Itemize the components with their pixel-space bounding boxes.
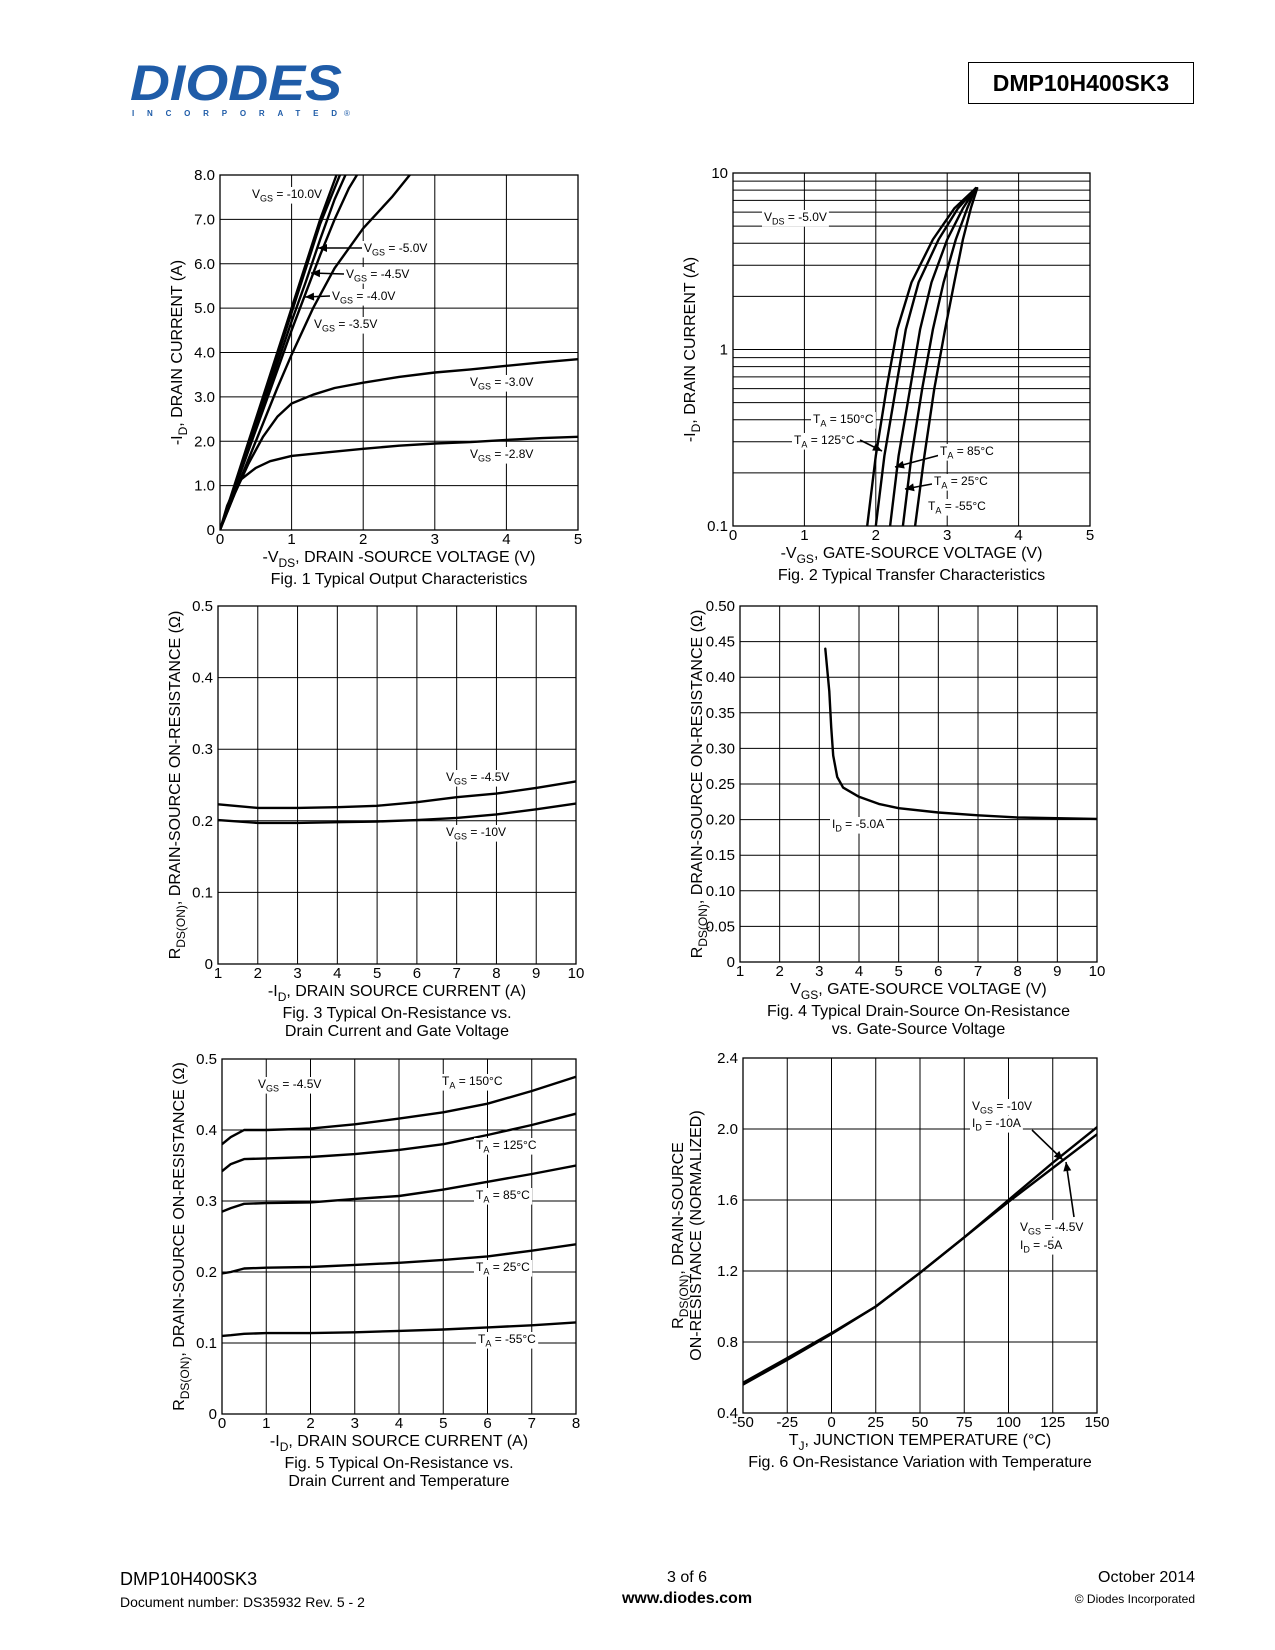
y-tick-label: 4.0 <box>194 344 215 362</box>
fig6-ylabel: ON-RESISTANCE (NORMALIZED) <box>688 1110 705 1361</box>
y-tick-label: 1.0 <box>194 477 215 495</box>
y-tick-label: 3.0 <box>194 388 215 406</box>
x-tick-label: 75 <box>955 1414 973 1431</box>
annotation: $V_{DS} = -5.0V$ <box>764 210 827 227</box>
x-tick-label: 2 <box>871 527 880 544</box>
x-tick-label: 4 <box>1014 527 1023 544</box>
fig6-xlabel: $T_J$, JUNCTION TEMPERATURE (°C) <box>788 1432 1052 1453</box>
fig2-chart <box>682 165 1094 584</box>
series-line <box>218 781 576 808</box>
fig6-caption: Fig. 6 On-Resistance Variation with Temperature <box>748 1454 1092 1471</box>
y-tick-label: 0.25 <box>705 776 735 793</box>
x-tick-label: 1 <box>287 531 296 548</box>
y-tick-label: 2.0 <box>194 433 215 451</box>
footer-document-number: Document number: DS35932 Rev. 5 - 2 <box>120 1594 365 1610</box>
y-tick-label: 6.0 <box>194 255 215 273</box>
x-tick-label: -25 <box>776 1414 799 1431</box>
x-tick-label: 4 <box>854 963 864 980</box>
x-tick-label: 0 <box>215 531 225 548</box>
annotation: $V_{GS} = -10V$ <box>972 1099 1033 1116</box>
footer-copyright: © Diodes Incorporated <box>1074 1592 1195 1606</box>
y-tick-label: 0.8 <box>717 1334 738 1351</box>
x-tick-label: 3 <box>430 531 439 548</box>
annotation: $T_A = 85^\circ C$ <box>476 1188 530 1205</box>
fig1-xlabel: $-V_{DS}$, DRAIN -SOURCE VOLTAGE (V) <box>262 549 536 570</box>
y-tick-label: 0 <box>206 522 215 539</box>
fig4-chart <box>689 598 1105 1038</box>
logo-subtext: INCORPORATED <box>132 109 337 118</box>
fig5-grid <box>222 1059 576 1414</box>
y-tick-label: 0.35 <box>705 704 735 722</box>
annotation: $T_A = 125^\circ C$ <box>476 1138 537 1155</box>
series-line <box>220 171 413 530</box>
fig1-grid <box>220 175 578 530</box>
annotation: $V_{GS} = -4.5V$ <box>346 267 410 284</box>
x-tick-label: 5 <box>372 965 382 982</box>
annotation: $I_D = -5A$ <box>1020 1238 1063 1255</box>
fig3-caption: Drain Current and Gate Voltage <box>284 1023 510 1040</box>
y-tick-label: 0.2 <box>196 1264 217 1281</box>
x-tick-label: 7 <box>973 963 983 980</box>
x-tick-label: 5 <box>573 531 583 548</box>
fig1-chart <box>169 167 582 588</box>
x-tick-label: 5 <box>894 963 903 980</box>
y-tick-label: 0 <box>208 1406 217 1423</box>
annotation: $T_A = 25^\circ C$ <box>476 1260 530 1277</box>
x-tick-label: 1 <box>213 965 223 982</box>
part-number-box: DMP10H400SK3 <box>968 62 1194 104</box>
y-tick-label: 0.2 <box>192 812 213 830</box>
x-tick-label: 1 <box>800 527 809 544</box>
y-tick-label: 0.45 <box>705 633 735 651</box>
x-tick-label: 1 <box>262 1415 271 1432</box>
annotation: $V_{GS} = -4.5V$ <box>258 1077 322 1094</box>
x-tick-label: 6 <box>412 965 422 982</box>
x-tick-label: 4 <box>502 531 511 548</box>
fig4-ylabel: $R_{DS(ON)}$, DRAIN-SOURCE ON-RESISTANCE (Ω) <box>689 609 710 959</box>
y-tick-label: 0 <box>204 956 213 973</box>
x-tick-label: 4 <box>394 1415 404 1432</box>
y-tick-label: 0.3 <box>192 741 213 759</box>
fig6-chart <box>670 1050 1110 1471</box>
fig6-ylabel: $R_{DS(ON)}$, DRAIN-SOURCE <box>670 1142 691 1329</box>
x-tick-label: 6 <box>934 963 943 980</box>
fig4-caption: Fig. 4 Typical Drain-Source On-Resistance <box>767 1003 1070 1020</box>
y-tick-label: 1.6 <box>717 1192 738 1209</box>
fig1-ylabel: $-I_D$, DRAIN CURRENT (A) <box>169 259 190 446</box>
fig3-grid <box>218 606 576 964</box>
fig5-caption: Fig. 5 Typical On-Resistance vs. <box>284 1455 514 1472</box>
footer-left <box>120 1569 365 1610</box>
y-tick-label: 2.0 <box>717 1121 738 1138</box>
y-tick-label: 0.15 <box>705 847 735 865</box>
y-tick-label: 0.4 <box>717 1405 738 1422</box>
y-tick-label: 0.3 <box>196 1193 217 1210</box>
fig5-chart <box>171 1051 580 1490</box>
fig1-caption: Fig. 1 Typical Output Characteristics <box>270 571 528 588</box>
y-tick-label: 0.1 <box>707 518 728 535</box>
x-tick-label: 125 <box>1040 1414 1066 1431</box>
series-line <box>825 649 1097 819</box>
footer-date: October 2014 <box>1098 1569 1195 1586</box>
x-tick-label: 0 <box>728 527 738 544</box>
footer-center <box>537 1569 837 1608</box>
y-tick-label: 1.2 <box>717 1263 738 1280</box>
x-tick-label: 50 <box>911 1414 929 1431</box>
fig4-caption: vs. Gate-Source Voltage <box>831 1021 1006 1038</box>
y-tick-label: 2.4 <box>717 1050 738 1067</box>
annotation: $T_A = 150^\circ C$ <box>442 1074 503 1091</box>
annotation: $I_D = -5.0A$ <box>832 817 885 834</box>
x-tick-label: 2 <box>775 963 784 980</box>
y-tick-label: 0.1 <box>196 1335 217 1352</box>
annotation: $V_{GS} = -4.0V$ <box>332 289 396 306</box>
y-tick-label: 8.0 <box>194 167 215 184</box>
x-tick-label: 0 <box>217 1415 227 1432</box>
y-tick-label: 0.05 <box>705 918 735 936</box>
x-tick-label: 25 <box>867 1414 885 1431</box>
fig2-ylabel: $-I_D$, DRAIN CURRENT (A) <box>682 256 703 443</box>
x-tick-label: 150 <box>1084 1414 1110 1431</box>
y-tick-label: 0.10 <box>705 882 735 900</box>
annotation: $V_{GS} = -5.0V$ <box>364 241 428 258</box>
series-line <box>218 804 576 823</box>
annotation: $T_A = 125^\circ C$ <box>794 433 855 450</box>
y-tick-label: 0.20 <box>705 811 735 829</box>
annotation: $V_{GS} = -2.8V$ <box>470 447 534 464</box>
y-tick-label: 0 <box>726 954 735 971</box>
fig3-caption: Fig. 3 Typical On-Resistance vs. <box>282 1005 512 1022</box>
x-tick-label: 8 <box>571 1415 581 1432</box>
x-tick-label: -50 <box>732 1414 754 1431</box>
annotation: $V_{GS} = -4.5V$ <box>1020 1220 1084 1237</box>
fig5-xlabel: $-I_D$, DRAIN SOURCE CURRENT (A) <box>269 1433 529 1454</box>
x-tick-label: 9 <box>1053 963 1062 980</box>
x-tick-label: 9 <box>532 965 541 982</box>
x-tick-label: 10 <box>1088 963 1106 980</box>
x-tick-label: 2 <box>306 1415 315 1432</box>
x-tick-label: 5 <box>439 1415 448 1432</box>
fig3-ylabel: $R_{DS(ON)}$, DRAIN-SOURCE ON-RESISTANCE (Ω) <box>167 610 188 960</box>
x-tick-label: 7 <box>452 965 461 982</box>
fig4-grid <box>740 606 1097 962</box>
x-tick-label: 7 <box>527 1415 536 1432</box>
x-tick-label: 100 <box>995 1414 1022 1431</box>
annotation: $T_A = -55^\circ C$ <box>928 499 986 516</box>
fig2-caption: Fig. 2 Typical Transfer Characteristics <box>777 567 1046 584</box>
footer-right <box>1075 1569 1195 1606</box>
footer-page: 3 of 6 <box>666 1569 708 1586</box>
x-tick-label: 5 <box>1085 527 1095 544</box>
annotation: $T_A = 85^\circ C$ <box>940 444 994 461</box>
x-tick-label: 10 <box>567 965 585 982</box>
annotation: $V_{GS} = -10V$ <box>446 825 507 842</box>
x-tick-label: 3 <box>350 1415 359 1432</box>
svg-text:®: ® <box>344 109 350 118</box>
y-tick-label: 0.5 <box>192 598 213 615</box>
annotation: $V_{GS} = -10.0V$ <box>252 187 323 204</box>
y-tick-label: 0.4 <box>196 1122 217 1139</box>
y-tick-label: 0.30 <box>705 740 735 758</box>
y-tick-label: 0.50 <box>705 598 735 615</box>
x-tick-label: 0 <box>827 1414 836 1431</box>
fig5-caption: Drain Current and Temperature <box>288 1473 510 1490</box>
x-tick-label: 2 <box>253 965 262 982</box>
arrow-head <box>1063 1162 1071 1171</box>
annotation: $T_A = -55^\circ C$ <box>478 1332 536 1349</box>
x-tick-label: 2 <box>359 531 368 548</box>
y-tick-label: 1 <box>719 341 728 359</box>
fig4-xlabel: $V_{GS}$, GATE-SOURCE VOLTAGE (V) <box>790 981 1047 1002</box>
annotation: $V_{GS} = -3.0V$ <box>470 375 534 392</box>
fig3-xlabel: $-I_D$, DRAIN SOURCE CURRENT (A) <box>267 983 527 1004</box>
x-tick-label: 3 <box>293 965 302 982</box>
x-tick-label: 3 <box>943 527 952 544</box>
x-tick-label: 8 <box>492 965 501 982</box>
fig3-frame <box>218 606 576 964</box>
y-tick-label: 0.4 <box>192 669 213 687</box>
x-tick-label: 3 <box>815 963 824 980</box>
annotation: $T_A = 25^\circ C$ <box>934 474 988 491</box>
annotation: $V_{GS} = -4.5V$ <box>446 770 510 787</box>
y-tick-label: 0.1 <box>192 884 213 902</box>
annotation: $V_{GS} = -3.5V$ <box>314 317 378 334</box>
x-tick-label: 8 <box>1013 963 1022 980</box>
y-tick-label: 7.0 <box>194 211 215 229</box>
y-tick-label: 0.40 <box>705 669 735 687</box>
annotation: $I_D = -10A$ <box>972 1116 1021 1133</box>
x-tick-label: 6 <box>483 1415 492 1432</box>
y-tick-label: 0.5 <box>196 1051 217 1068</box>
footer-website[interactable]: www.diodes.com <box>621 1590 753 1607</box>
y-tick-label: 10 <box>711 165 728 182</box>
annotation: $T_A = 150^\circ C$ <box>813 412 874 429</box>
logo-wordmark: DIODES <box>130 58 342 111</box>
y-tick-label: 5.0 <box>194 300 215 318</box>
x-tick-label: 4 <box>333 965 342 982</box>
footer-part-number: DMP10H400SK3 <box>120 1569 258 1589</box>
fig2-xlabel: $-V_{GS}$, GATE-SOURCE VOLTAGE (V) <box>780 545 1043 566</box>
fig3-chart <box>167 598 584 1040</box>
fig5-ylabel: $R_{DS(ON)}$, DRAIN-SOURCE ON-RESISTANCE (Ω) <box>171 1062 192 1411</box>
x-tick-label: 1 <box>735 963 745 980</box>
